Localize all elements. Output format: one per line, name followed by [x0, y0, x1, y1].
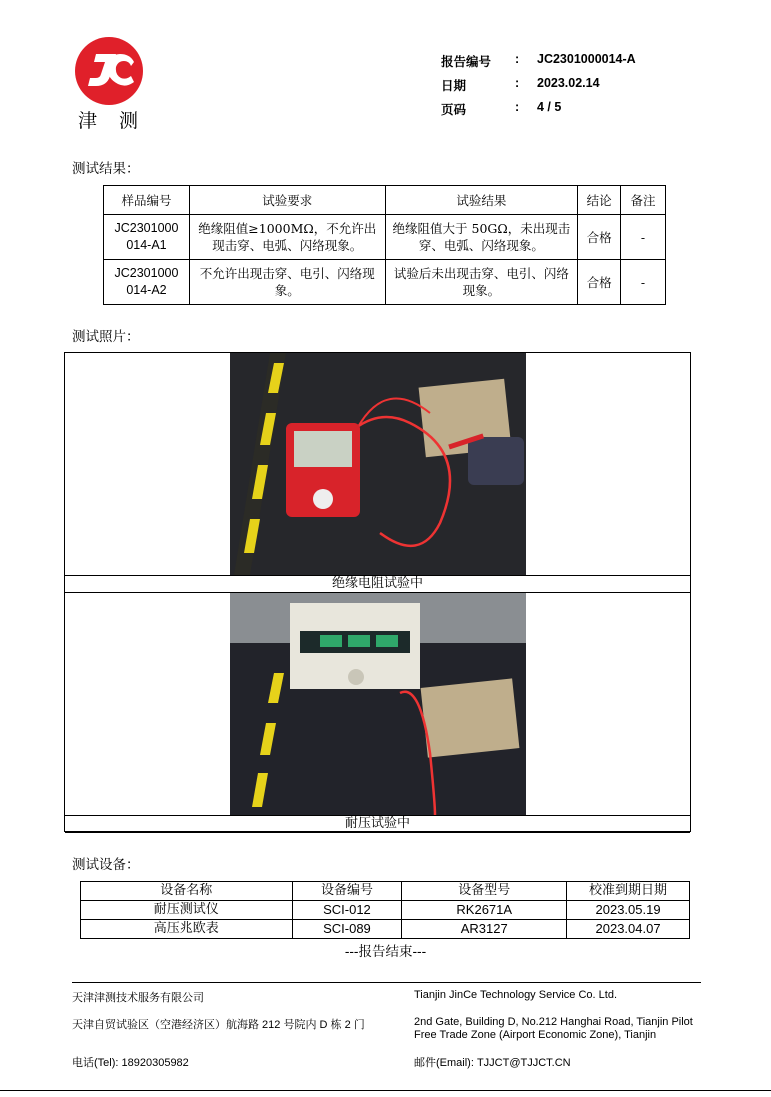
remark: -: [621, 260, 666, 305]
sample-id: JC2301000 014-A1: [104, 215, 190, 260]
report-meta: 报告编号 : JC2301000014-A 日期 : 2023.02.14 页码 : 4 / 5: [441, 52, 636, 124]
col-header: 样品编号: [104, 186, 190, 215]
requirement: 不允许出现击穿、电引、闪络现象。: [189, 260, 385, 305]
equipment-model: AR3127: [402, 920, 567, 939]
results-table: [103, 185, 666, 305]
company-name-cn: 天津津测技术服务有限公司: [72, 992, 204, 1004]
page-label: 页码: [441, 103, 467, 117]
photos-title: 测试照片：: [72, 329, 140, 345]
photo-caption: 耐压试验中: [65, 815, 690, 833]
col-header: 结论: [578, 186, 621, 215]
col-header: 试验要求: [189, 186, 385, 215]
col-header: 设备名称: [81, 882, 293, 901]
withstand-test-photo: [230, 593, 526, 815]
photo-caption: 绝缘电阻试验中: [65, 575, 690, 593]
address-en-line2: Free Trade Zone (Airport Economic Zone), Tianjin: [414, 1029, 657, 1041]
date-label: 日期: [441, 79, 467, 93]
insulation-test-photo: [230, 353, 526, 575]
report-end: ---报告结束---: [344, 944, 427, 960]
logo-text: 津 测: [78, 110, 147, 132]
table-row: [81, 901, 690, 920]
equipment-title: 测试设备：: [72, 857, 140, 873]
telephone: 电话(Tel): 18920305982: [72, 1057, 189, 1069]
address-en-line1: 2nd Gate, Building D, No.212 Hanghai Road, Tianjin Pilot: [414, 1016, 693, 1028]
calibration-date: 2023.04.07: [567, 920, 690, 939]
address-cn: 天津自贸试验区（空港经济区）航海路 212 号院内 D 栋 2 门: [72, 1019, 365, 1031]
calibration-date: 2023.05.19: [567, 901, 690, 920]
conclusion: 合格: [578, 215, 621, 260]
report-no-label: 报告编号: [441, 55, 492, 69]
company-name-en: Tianjin JinCe Technology Service Co. Ltd.: [414, 989, 617, 1001]
table-row: [104, 215, 666, 260]
col-header: 设备型号: [402, 882, 567, 901]
result: 绝缘阻值大于 50GΩ，未出现击穿、电弧、闪络现象。: [385, 215, 578, 260]
report-date: 2023.02.14: [537, 76, 600, 90]
equipment-id: SCI-089: [292, 920, 402, 939]
col-header: 设备编号: [292, 882, 402, 901]
footer-divider: [72, 982, 701, 983]
remark: -: [621, 215, 666, 260]
table-row: [104, 260, 666, 305]
equipment-model: RK2671A: [402, 901, 567, 920]
page-number: 4 / 5: [537, 100, 562, 114]
col-header: 校准到期日期: [567, 882, 690, 901]
company-logo: [74, 36, 144, 106]
col-header: 试验结果: [385, 186, 578, 215]
email: 邮件(Email): TJJCT@TJJCT.CN: [414, 1057, 571, 1069]
report-no: JC2301000014-A: [537, 52, 636, 66]
sample-id: JC2301000 014-A2: [104, 260, 190, 305]
results-title: 测试结果：: [72, 161, 140, 177]
result: 试验后未出现击穿、电引、闪络现象。: [385, 260, 578, 305]
equipment-name: 高压兆欧表: [81, 920, 293, 939]
table-row: [81, 920, 690, 939]
equipment-name: 耐压测试仪: [81, 901, 293, 920]
conclusion: 合格: [578, 260, 621, 305]
photos-frame: [64, 352, 691, 832]
col-header: 备注: [621, 186, 666, 215]
page-bottom-line: [0, 1090, 771, 1091]
equipment-table: [80, 881, 690, 939]
equipment-id: SCI-012: [292, 901, 402, 920]
requirement: 绝缘阻值≥1000MΩ，不允许出现击穿、电弧、闪络现象。: [189, 215, 385, 260]
